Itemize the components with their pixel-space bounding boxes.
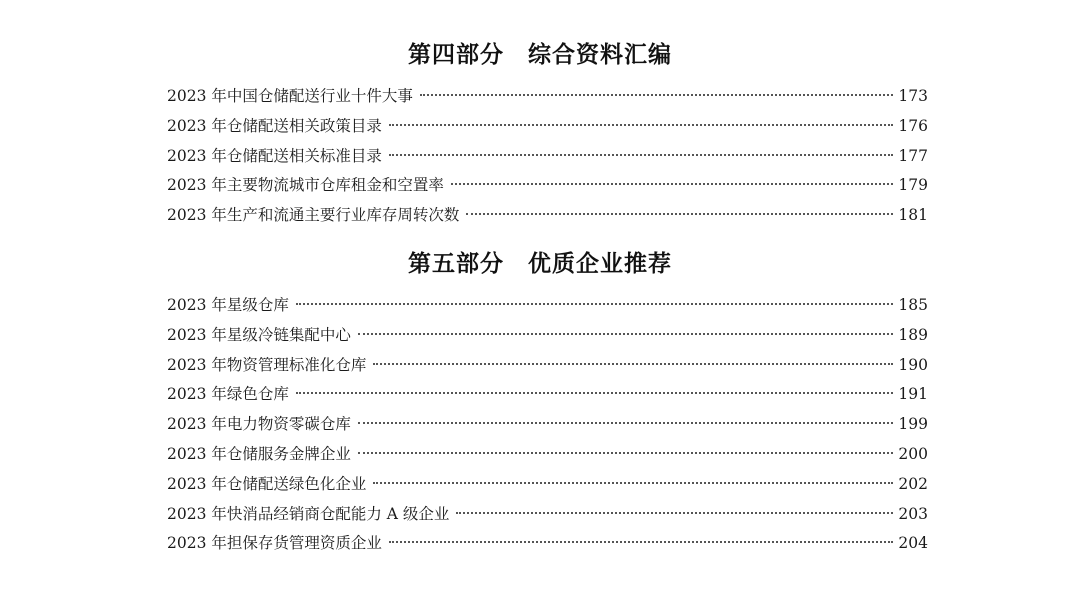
- toc-entry[interactable]: [167, 410, 928, 440]
- dot-leader: [296, 302, 894, 305]
- toc-entry-label: 2023 年主要物流城市仓库租金和空置率: [167, 176, 444, 195]
- toc-entry-page-number: 189: [898, 325, 928, 344]
- toc-entry[interactable]: [167, 82, 928, 112]
- toc-entry[interactable]: [167, 440, 928, 470]
- toc-entry-label: 2023 年仓储配送绿色化企业: [167, 474, 367, 493]
- toc-entry-label: 2023 年快消品经销商仓配能力 A 级企业: [167, 504, 450, 523]
- toc-entry[interactable]: [167, 351, 928, 381]
- toc-entry-label: 2023 年仓储配送相关政策目录: [167, 116, 382, 135]
- dot-leader: [358, 451, 894, 454]
- dot-leader: [451, 182, 894, 185]
- part-five-toc-list: [167, 291, 928, 559]
- toc-entry-page-number: 177: [898, 146, 928, 165]
- toc-entry-label: 2023 年担保存货管理资质企业: [167, 534, 382, 553]
- toc-entry[interactable]: [167, 500, 928, 530]
- dot-leader: [389, 123, 894, 126]
- toc-entry-label: 2023 年星级仓库: [167, 296, 289, 314]
- toc-entry-page-number: 176: [898, 116, 928, 135]
- dot-leader: [420, 93, 894, 96]
- toc-entry-page-number: 200: [898, 444, 928, 463]
- toc-entry-label: 2023 年物资管理标准化仓库: [167, 355, 367, 374]
- part-four-title: 第四部分 综合资料汇编: [408, 42, 672, 68]
- toc-entry[interactable]: [167, 291, 928, 321]
- toc-entry-label: 2023 年仓储服务金牌企业: [167, 444, 351, 463]
- toc-entry-page-number: 181: [898, 206, 928, 225]
- toc-entry[interactable]: [167, 529, 928, 559]
- dot-leader: [456, 511, 893, 514]
- toc-entry-page-number: 199: [898, 415, 928, 434]
- toc-entry[interactable]: [167, 470, 928, 500]
- toc-entry-page-number: 204: [898, 534, 928, 553]
- dot-leader: [466, 212, 893, 215]
- part-four-toc-list: [167, 82, 928, 231]
- toc-entry-page-number: 185: [898, 296, 928, 314]
- dot-leader: [373, 481, 893, 484]
- part-five-title: 第五部分 优质企业推荐: [408, 251, 672, 277]
- toc-entry[interactable]: [167, 201, 928, 231]
- toc-entry-page-number: 173: [898, 87, 928, 105]
- toc-entry-page-number: 202: [898, 474, 928, 493]
- dot-leader: [389, 540, 894, 543]
- dot-leader: [296, 391, 894, 394]
- toc-entry[interactable]: [167, 142, 928, 172]
- toc-entry-page-number: 190: [898, 355, 928, 374]
- toc-entry[interactable]: [167, 321, 928, 351]
- dot-leader: [358, 332, 894, 335]
- dot-leader: [373, 362, 893, 365]
- toc-entry-page-number: 179: [898, 176, 928, 195]
- dot-leader: [389, 153, 894, 156]
- toc-entry[interactable]: [167, 112, 928, 142]
- toc-entry-label: 2023 年星级冷链集配中心: [167, 325, 351, 344]
- toc-entry-label: 2023 年绿色仓库: [167, 385, 289, 404]
- toc-entry-label: 2023 年电力物资零碳仓库: [167, 415, 351, 434]
- toc-entry-label: 2023 年中国仓储配送行业十件大事: [167, 87, 413, 105]
- toc-entry[interactable]: [167, 380, 928, 410]
- toc-entry-label: 2023 年生产和流通主要行业库存周转次数: [167, 206, 460, 225]
- toc-entry[interactable]: [167, 171, 928, 201]
- toc-entry-page-number: 203: [898, 504, 928, 523]
- toc-entry-page-number: 191: [898, 385, 928, 404]
- dot-leader: [358, 421, 894, 424]
- toc-entry-label: 2023 年仓储配送相关标准目录: [167, 146, 382, 165]
